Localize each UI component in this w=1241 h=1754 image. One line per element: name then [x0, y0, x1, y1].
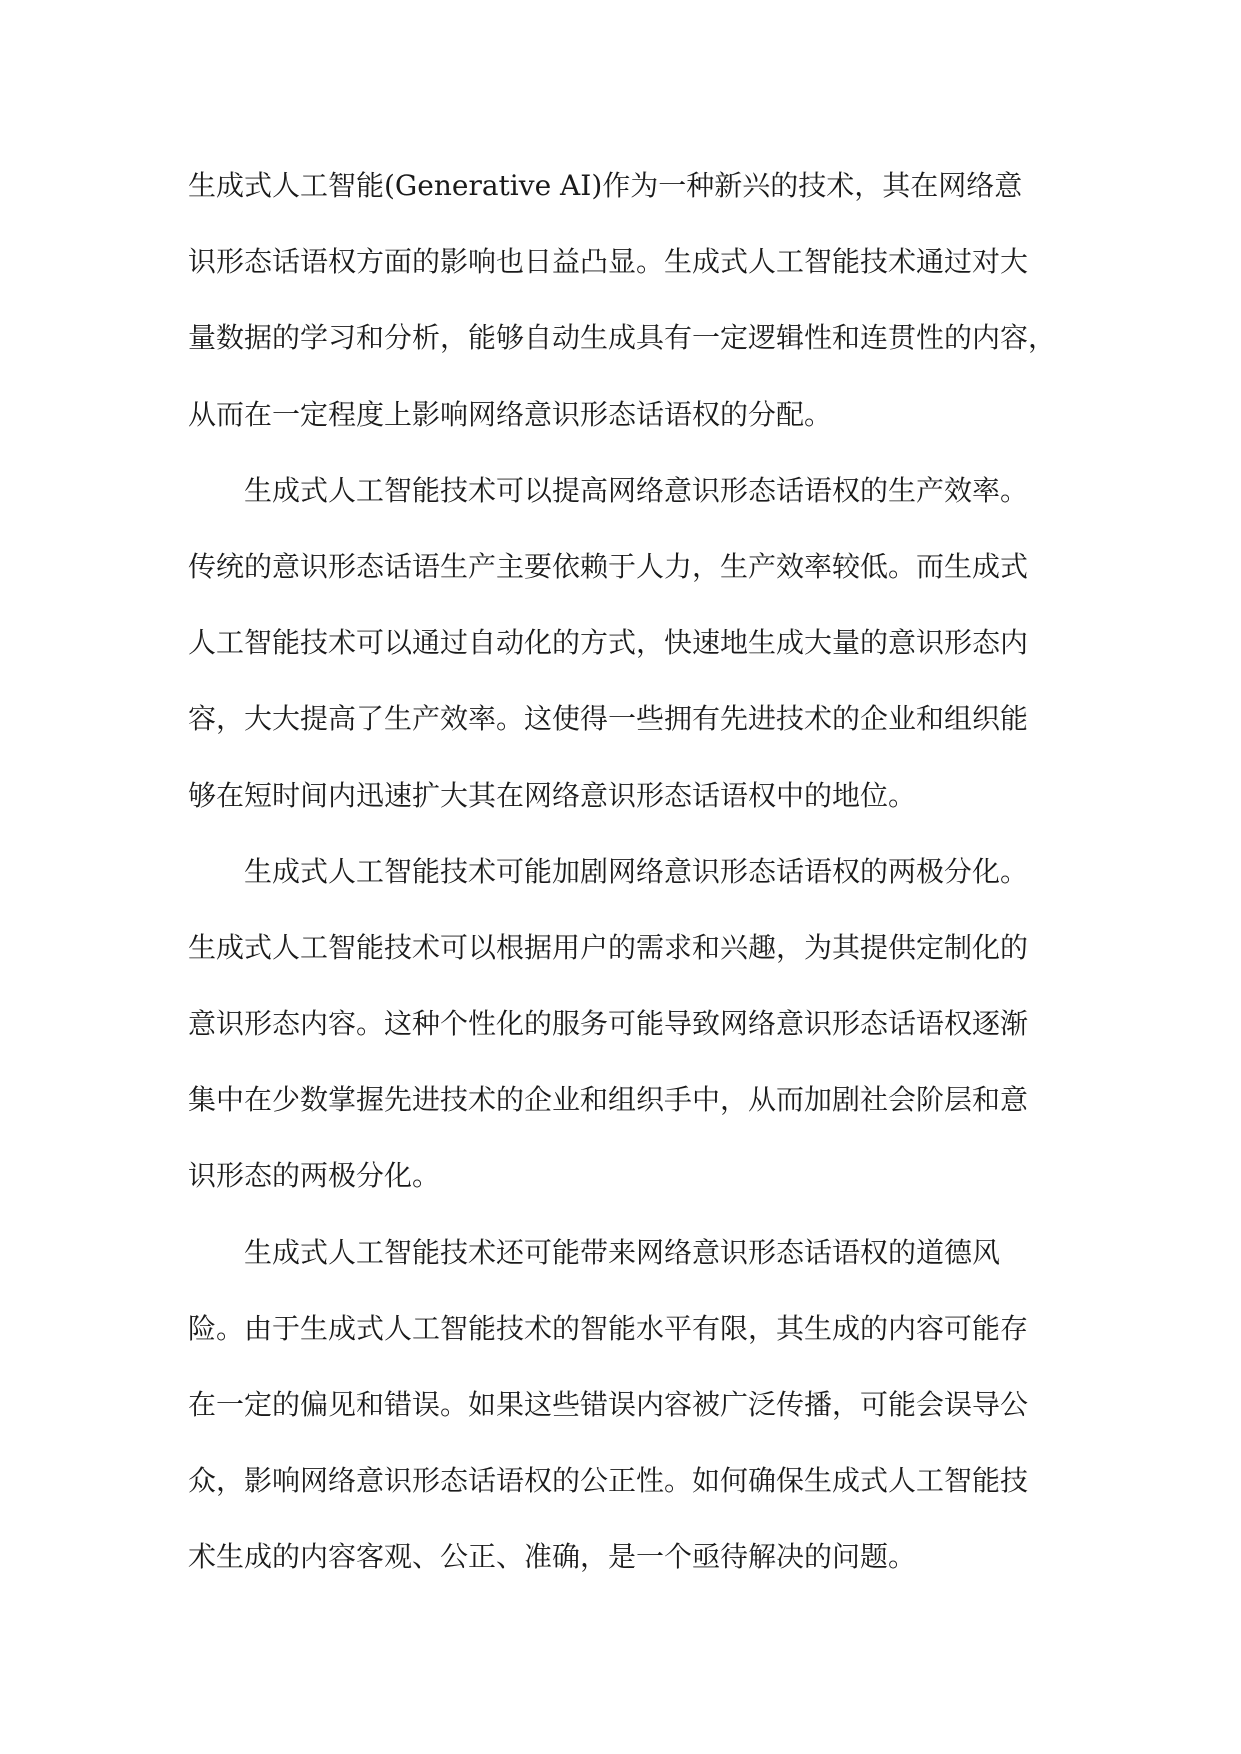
paragraph-3 — [188, 834, 1068, 1215]
paragraph-1-line-2: 识形态话语权方面的影响也日益凸显。生成式人工智能技术通过对大 — [188, 245, 1029, 279]
paragraph-4-line-1: 生成式人工智能技术还可能带来网络意识形态话语权的道德风 — [244, 1235, 1001, 1269]
paragraph-3-line-4: 集中在少数掌握先进技术的企业和组织手中，从而加剧社会阶层和意 — [188, 1083, 1029, 1117]
paragraph-1-line-1: 生成式人工智能(Generative AI)作为一种新兴的技术，其在网络意 — [188, 169, 1023, 202]
paragraph-2-line-4: 容，大大提高了生产效率。这使得一些拥有先进技术的企业和组织能 — [188, 702, 1029, 736]
paragraph-2 — [188, 453, 1068, 834]
paragraph-1-line-3: 量数据的学习和分析，能够自动生成具有一定逻辑性和连贯性的内容， — [188, 321, 1057, 355]
paragraph-3-line-1: 生成式人工智能技术可能加剧网络意识形态话语权的两极分化。 — [244, 854, 1029, 888]
paragraph-2-line-1: 生成式人工智能技术可以提高网络意识形态话语权的生产效率。 — [244, 473, 1029, 507]
paragraph-3-line-2: 生成式人工智能技术可以根据用户的需求和兴趣，为其提供定制化的 — [188, 930, 1029, 964]
paragraph-4 — [188, 1215, 1068, 1596]
paragraph-3-line-3: 意识形态内容。这种个性化的服务可能导致网络意识形态话语权逐渐 — [188, 1007, 1029, 1041]
paragraph-2-line-3: 人工智能技术可以通过自动化的方式，快速地生成大量的意识形态内 — [188, 626, 1029, 660]
paragraph-3-line-5: 识形态的两极分化。 — [188, 1159, 441, 1193]
paragraph-2-line-2: 传统的意识形态话语生产主要依赖于人力，生产效率较低。而生成式 — [188, 549, 1029, 583]
paragraph-4-line-4: 众，影响网络意识形态话语权的公正性。如何确保生成式人工智能技 — [188, 1464, 1029, 1498]
paragraph-4-line-5: 术生成的内容客观、公正、准确，是一个亟待解决的问题。 — [188, 1540, 917, 1574]
document-body — [188, 148, 1068, 1596]
paragraph-1 — [188, 148, 1068, 453]
paragraph-2-line-5: 够在短时间内迅速扩大其在网络意识形态话语权中的地位。 — [188, 778, 917, 812]
paragraph-4-line-3: 在一定的偏见和错误。如果这些错误内容被广泛传播，可能会误导公 — [188, 1388, 1029, 1421]
paragraph-1-line-4: 从而在一定程度上影响网络意识形态话语权的分配。 — [188, 397, 833, 431]
paragraph-4-line-2: 险。由于生成式人工智能技术的智能水平有限，其生成的内容可能存 — [188, 1311, 1029, 1345]
